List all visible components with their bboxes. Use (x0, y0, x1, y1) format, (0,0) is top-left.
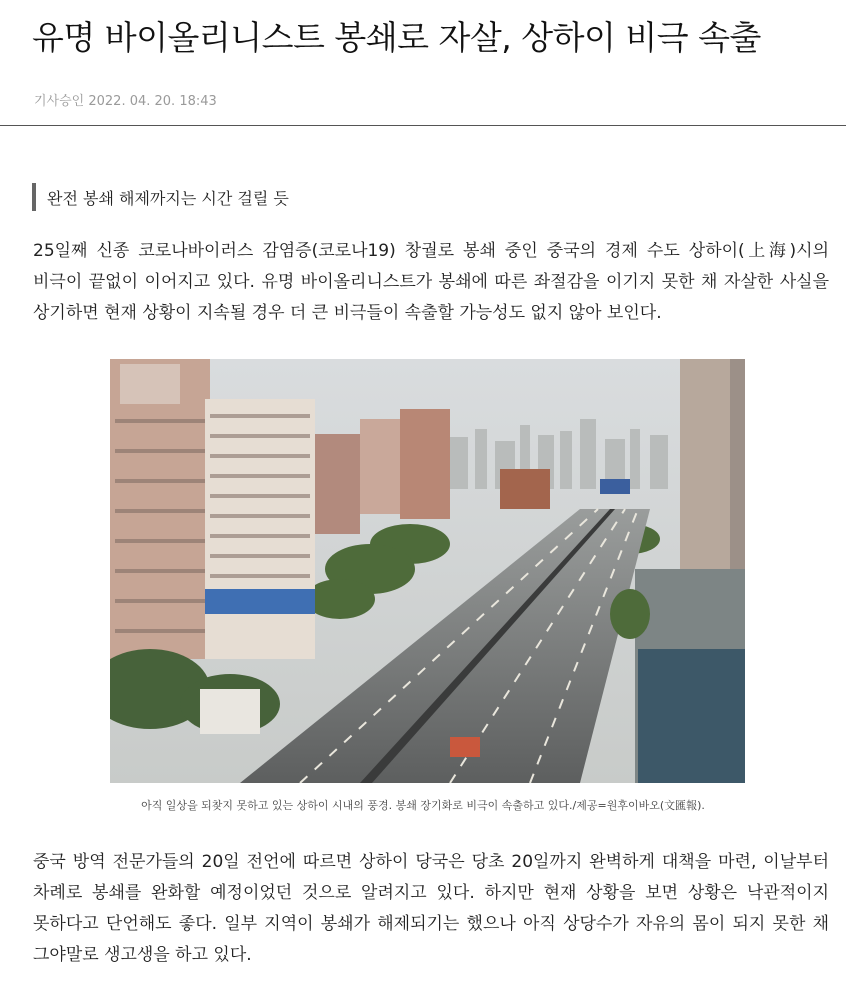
shanghai-street-photo (110, 359, 745, 783)
photo-caption: 아직 일상을 되찾지 못하고 있는 상하이 시내의 풍경. 봉쇄 장기화로 비극이 속출하고 있다./제공=원후이바오(文匯報). (141, 799, 705, 812)
article-paragraph-2: 중국 방역 전문가들의 20일 전언에 따르면 상하이 당국은 당초 20일까지 완벽하게 대책을 마련, 이날부터 차례로 봉쇄를 완화할 예정이었던 것으로 알려지고 있다. 하지만 현재 상황을 보면 상황은 낙관적이지 못하다고 단언해도 좋다. 일부 지역이 봉쇄가 해제되기는 했으나 아직 상당수가 자유의 몸이 되지 못한 채 그야말로 생고생을 하고 있다. (33, 852, 829, 965)
article-paragraph-1: 25일째 신종 코로나바이러스 감염증(코로나19) 창궐로 봉쇄 중인 중국의 경제 수도 상하이(上海)시의 비극이 끝없이 이어지고 있다. 유명 바이올리니스트가 봉쇄에 따른 좌절감을 이기지 못한 채 자살한 사실을 상기하면 현재 상황이 지속될 경우 더 큰 비극들이 속출할 가능성도 없지 않아 보인다. (33, 241, 829, 323)
subheading-text: 완전 봉쇄 해제까지는 시간 걸릴 듯 (47, 188, 289, 208)
article-meta: 기사승인 2022. 04. 20. 18:43 (34, 94, 217, 109)
header-divider (0, 125, 846, 126)
article-headline: 유명 바이올리니스트 봉쇄로 자살, 상하이 비극 속출 (32, 18, 761, 57)
article-subheading (32, 183, 289, 211)
article-photo (110, 359, 745, 783)
